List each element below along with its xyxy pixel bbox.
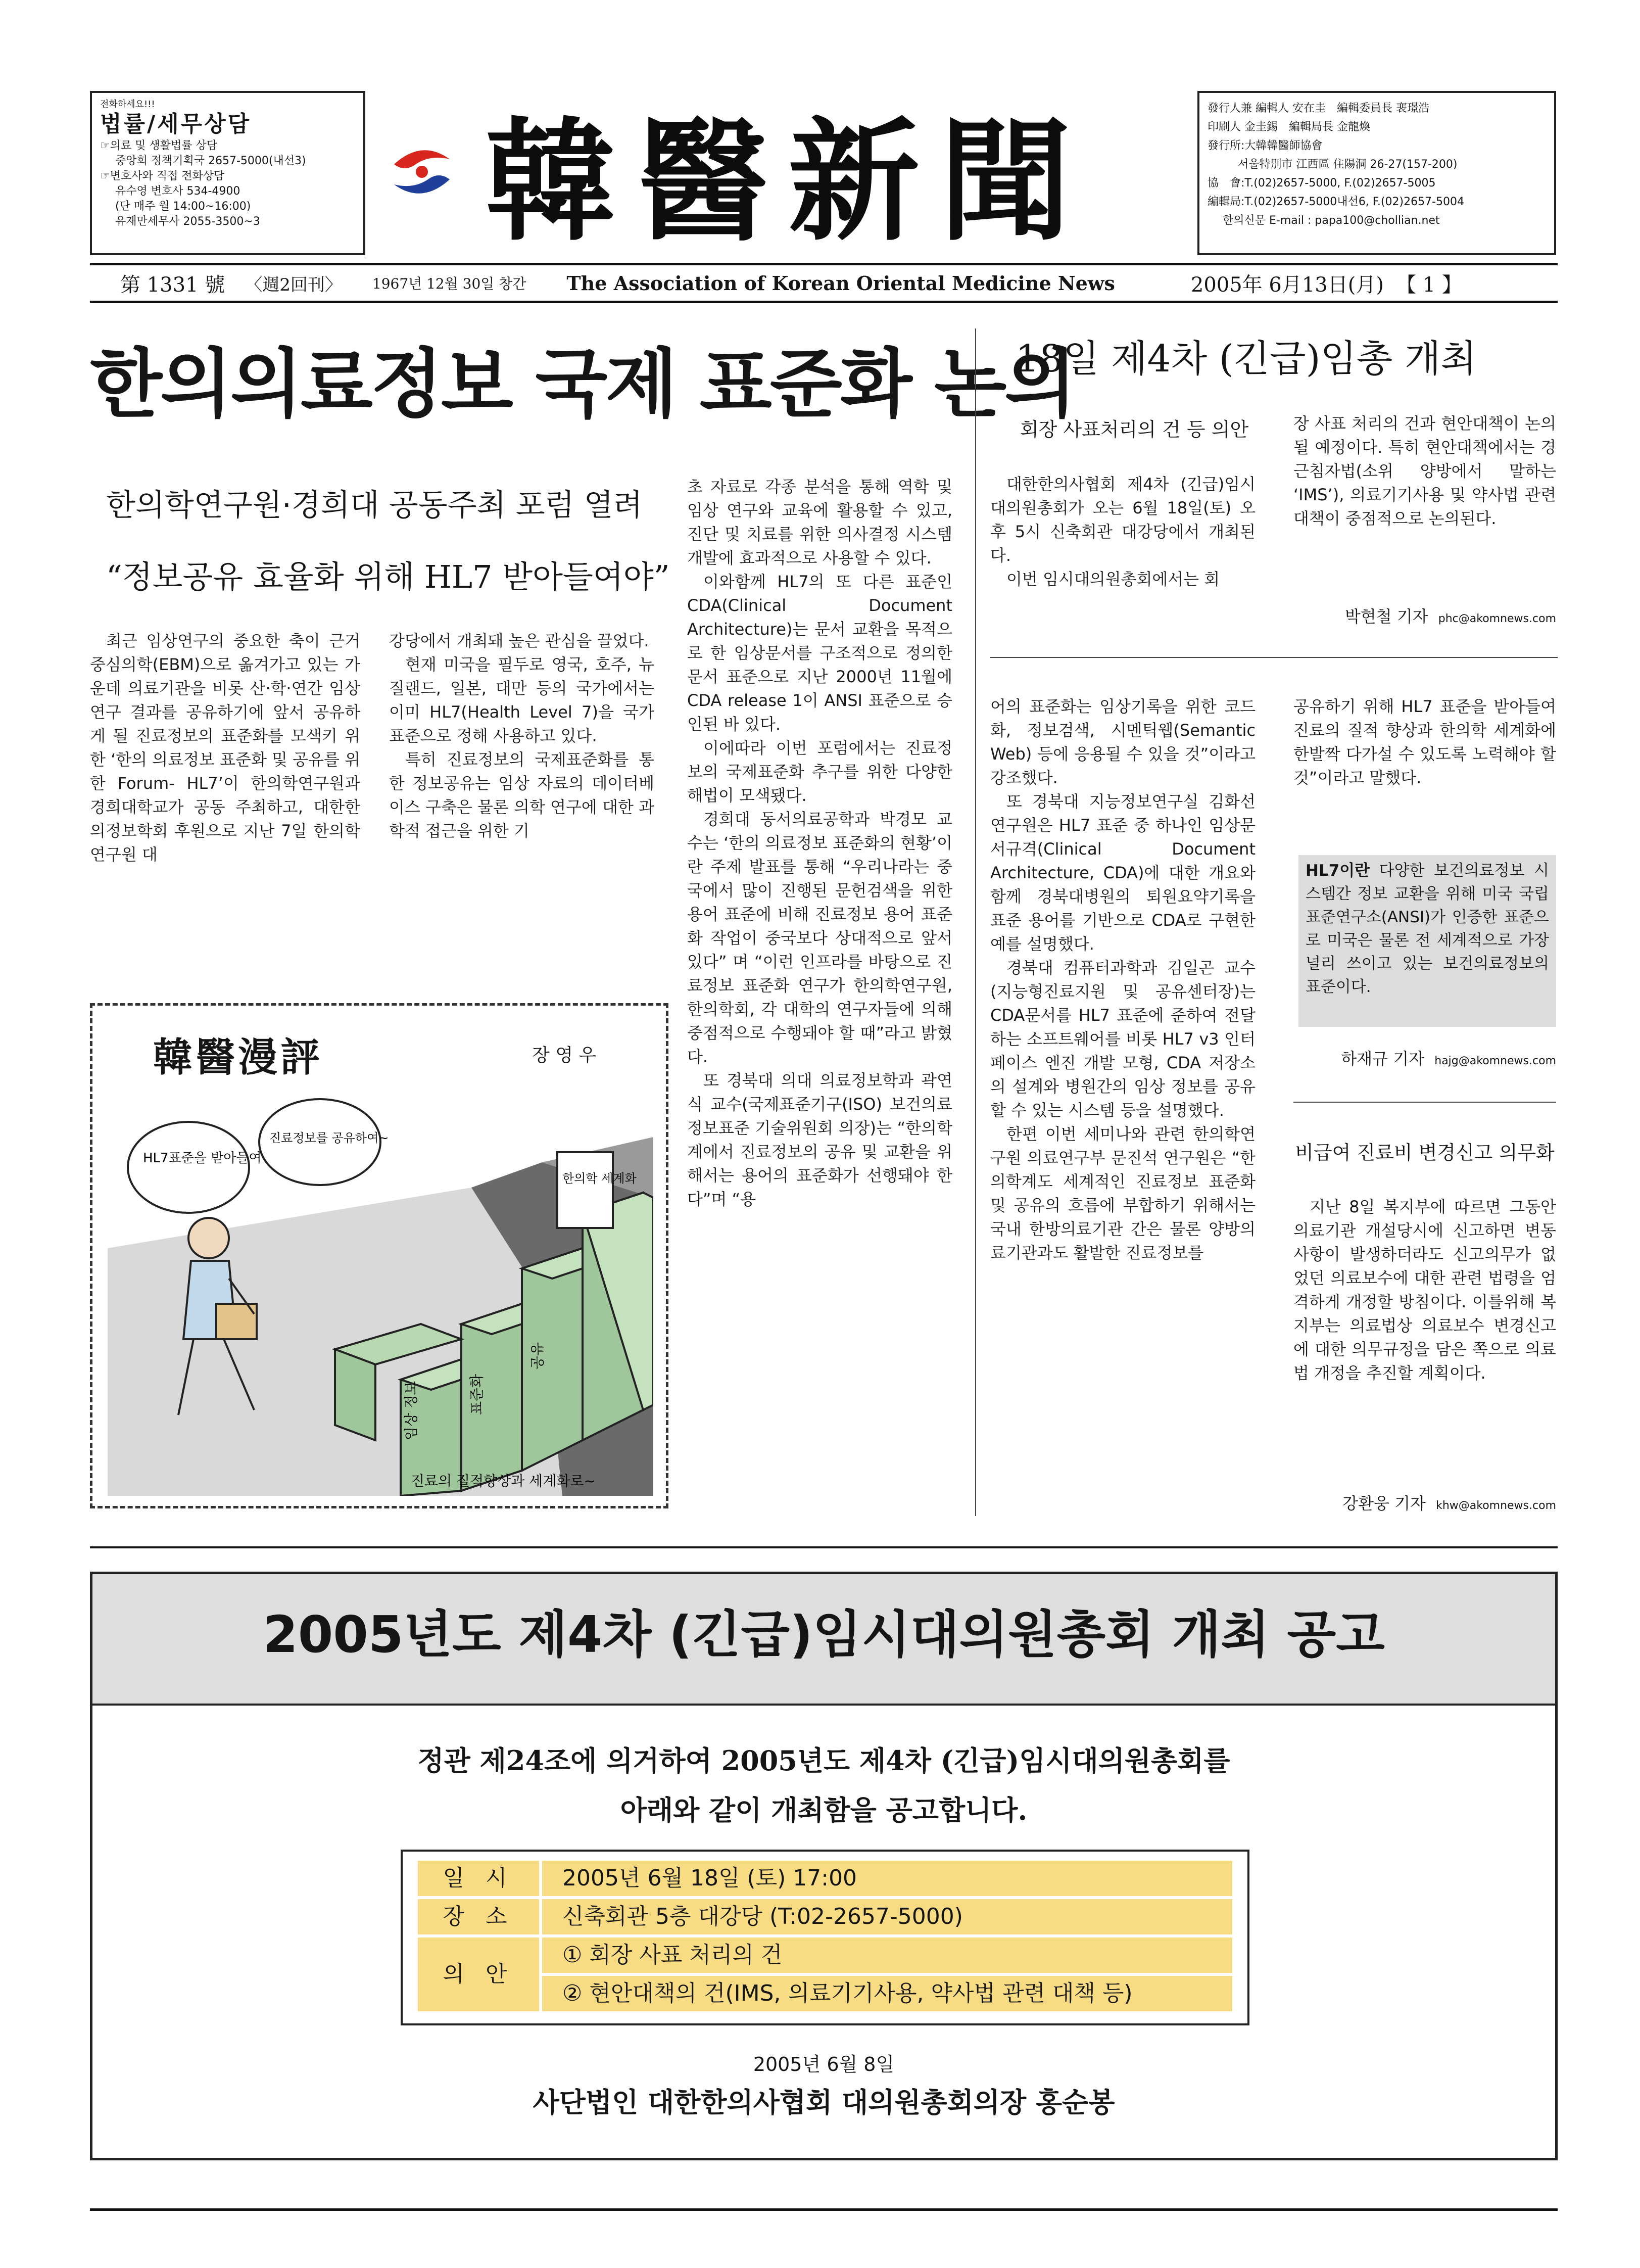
cartoon-sign-text: 한의학 세계화 xyxy=(562,1171,637,1186)
main-byline xyxy=(1298,1046,1556,1069)
cartoon-title: 韓醫漫評 xyxy=(153,1034,323,1080)
main-subheadline-2: “정보공유 효율화 위해 HL7 받아들여야” xyxy=(106,558,670,595)
notice-body-line: 아래와 같이 개최함을 공고합니다. xyxy=(620,1794,1028,1826)
issue-frequency: 〈週2回刊〉 xyxy=(245,274,342,295)
legal-top-note: 전화하세요!!! xyxy=(100,99,155,110)
urgent-meeting-headline: 18일 제4차 (긴급)임총 개최 xyxy=(1016,337,1477,381)
legal-title: 법률/세무상담 xyxy=(100,111,252,137)
article-paragraph: 장 사표 처리의 건과 현안대책이 논의될 예정이다. 특히 현안대책에서는 경근침자법(소위 양방에서 말하는 ‘IMS’), 의료기기사용 및 약사법 관련 대책이 중점적으로 논의된다. xyxy=(1293,414,1556,528)
publisher-line: 發行人兼 編輯人 安在圭 編輯委員長 裵璟浩 xyxy=(1208,102,1429,115)
article-paragraph: 공유하기 위해 HL7 표준을 받아들여 진료의 질적 향상과 한의학 세계화에 한발짝 다가설 수 있도록 노력해야 할 것”이라고 말했다. xyxy=(1293,697,1556,787)
notice-row-value: 신축회관 5층 대강당 (T:02-2657-5000) xyxy=(542,1899,1232,1934)
article-paragraph: 이에따라 이번 포럼에서는 진료정보의 국제표준화 추구를 위한 다양한 해법이 모색됐다. xyxy=(687,738,952,805)
notice-row-label: 의 안 xyxy=(418,1938,539,2011)
notice-date: 2005년 6월 8일 xyxy=(753,2053,895,2075)
cartoon-step-label: 표준화 xyxy=(468,1374,485,1415)
main-headline: 한의의료정보 국제 표준화 논의 xyxy=(90,341,1075,428)
cartoon-step-label: 임상 정보 xyxy=(403,1381,419,1440)
notice-row-label: 일 시 xyxy=(418,1861,539,1896)
non-pay-body: 지난 8일 복지부에 따르면 그동안 의료기관 개설당시에 신고하면 변동사항이 발생하더라도 신고의무가 없었던 의료보수에 대한 관련 법령을 엄격하게 개정할 방침이다. 이를위해 복지부는 의료법상 의료보수 변경신고에 대한 의무규정을 담은 쪽으로 의료법 개정을 추진할 계획이다. xyxy=(1293,1197,1556,1383)
article-paragraph: 특히 진료정보의 국제표준화를 통한 정보공유는 임상 자료의 데이터베이스 구축은 물론 의학 연구에 대한 과학적 접근을 위한 기 xyxy=(389,750,654,840)
cartoon-caption: 진료의 질적향상과 세계화로~ xyxy=(411,1473,596,1489)
founded-date: 1967년 12월 30일 창간 xyxy=(372,275,526,292)
non-pay-headline: 비급여 진료비 변경신고 의무화 xyxy=(1295,1142,1555,1164)
page-bottom-rule xyxy=(90,2208,1558,2211)
article-paragraph: 경북대 컴퓨터과학과 김일곤 교수(지능형진료지원 및 공유센터장)는 CDA문서를 HL7 표준에 준하여 전달하는 소프트웨어를 비롯 HL7 v3 인터페이스 엔진 개발 모형, CDA 저장소의 설계와 병원간의 임상 정보를 공유할 수 있는 시스템 등을 설명했다. xyxy=(990,958,1256,1120)
urgent-meeting-subheadline: 회장 사표처리의 건 등 의안 xyxy=(1020,418,1249,441)
english-name: The Association of Korean Oriental Medicine News xyxy=(566,271,1115,295)
hl7-definition: 다양한 보건의료정보 시스템간 정보 교환을 위해 미국 국립표준연구소(ANSI)가 인증한 표준으로 미국은 물론 전 세계적으로 가장 널리 쓰이고 있는 보건의료정보의 표준이다. xyxy=(1306,862,1549,996)
byline-email: khw@akomnews.com xyxy=(1436,1499,1556,1512)
main-article-column-1 xyxy=(90,629,360,867)
issue-date: 2005年 6月13日(月) xyxy=(1190,273,1384,297)
urgent-meeting-column-1 xyxy=(990,472,1256,591)
legal-consult-box xyxy=(90,91,365,255)
cartoon-bubble-2: 진료정보를 공유하여~ xyxy=(269,1131,389,1145)
association-logo-icon xyxy=(384,134,460,210)
cartoon-bubble-1: HL7표준을 받아들여 xyxy=(143,1151,262,1166)
notice-row-place xyxy=(418,1899,1232,1934)
byline-email: phc@akomnews.com xyxy=(1438,612,1556,625)
non-pay-byline xyxy=(1293,1491,1556,1514)
cartoon-step-label: 공유 xyxy=(529,1342,546,1369)
publisher-info-box xyxy=(1197,91,1556,255)
main-article-column-5 xyxy=(1293,695,1556,790)
byline-name: 강환웅 기자 xyxy=(1342,1494,1426,1513)
article-paragraph: 초 자료로 각종 분석을 통해 역학 및 임상 연구와 교육에 활용할 수 있고, 진단 및 치료를 위한 의사결정 시스템 개발에 효과적으로 사용할 수 있다. xyxy=(687,477,952,568)
page-number: 【 1 】 xyxy=(1395,273,1462,297)
publisher-line: 한의신문 E-mail : papa100@chollian.net xyxy=(1223,214,1440,227)
publisher-line: 發行所:大韓韓醫師協會 xyxy=(1208,139,1323,152)
section-divider xyxy=(1293,1102,1556,1103)
section-divider xyxy=(90,1546,1558,1548)
column-divider xyxy=(975,328,976,1516)
notice-row-label: 장 소 xyxy=(418,1899,539,1934)
meeting-notice-box xyxy=(90,1572,1558,2160)
article-paragraph: 강당에서 개최돼 높은 관심을 끌었다. xyxy=(389,631,649,650)
notice-body-line: 정관 제24조에 의거하여 2005년도 제4차 (긴급)임시대의원총회를 xyxy=(417,1744,1230,1777)
article-paragraph: 대한한의사협회 제4차 (긴급)임시대의원총회가 오는 6월 18일(토) 오후 5시 신축회관 대강당에서 개최된다. xyxy=(990,475,1256,565)
main-article-column-3 xyxy=(687,475,952,1211)
article-paragraph: 이와함께 HL7의 또 다른 표준인 CDA(Clinical Document Architecture)는 문서 교환을 목적으로 한 임상문서를 구조적으로 정의한 문서 표준으로 지난 2000년 11월에 CDA release 1이 ANSI 표준으로 승인된 바 있다. xyxy=(687,572,952,734)
agenda-item: ② 현안대책의 건(IMS, 의료기기사용, 약사법 관련 대책 등) xyxy=(542,1976,1232,2011)
urgent-meeting-column-2 xyxy=(1293,412,1556,531)
notice-header xyxy=(92,1574,1555,1706)
article-paragraph: 또 경북대 의대 의료정보학과 곽연식 교수(국제표준기구(ISO) 보건의료정보표준 기술위원회 의장)는 “한의학계에서 진료정보의 공유 및 교환을 위해서는 용어의 표준화가 선행돼야 한다”며 “용 xyxy=(687,1071,952,1209)
notice-details-table xyxy=(401,1850,1249,2025)
article-paragraph: 현재 미국을 필두로 영국, 호주, 뉴질랜드, 일본, 대만 등의 국가에서는 이미 HL7(Health Level 7)을 국가 표준으로 정해 사용하고 있다. xyxy=(389,655,654,745)
paper-title: 韓醫新聞 xyxy=(485,105,1091,259)
publisher-line: 編輯局:T.(02)2657-5000내선6, F.(02)2657-5004 xyxy=(1208,196,1464,208)
issue-number: 第 1331 號 xyxy=(120,273,225,297)
article-paragraph: 또 경북대 지능정보연구실 김화선 연구원은 HL7 표준 중 하나인 임상문서규격(Clinical Document Architecture, CDA)에 대한 개요와 함께 경북대병원의 퇴원요약기록을 표준 용어를 기반으로 CDA로 구현한 예를 설명했다. xyxy=(990,792,1256,954)
cartoon-author: 장 영 우 xyxy=(532,1045,597,1066)
legal-line: 중앙회 정책기획국 2657-5000(내선3) xyxy=(115,155,306,167)
hl7-definition-box xyxy=(1298,855,1556,1027)
byline-name: 박현철 기자 xyxy=(1344,607,1428,626)
notice-agenda-list xyxy=(542,1938,1232,2011)
legal-line: (단 매주 월 14:00~16:00) xyxy=(115,200,251,213)
article-paragraph: 이번 임시대의원총회에서는 회 xyxy=(1006,570,1220,589)
publisher-line: 印刷人 金圭錫 編輯局長 金龍煥 xyxy=(1208,121,1370,133)
issue-info-bar xyxy=(90,263,1558,303)
legal-line: 유재만세무사 2055-3500~3 xyxy=(115,215,260,228)
article-paragraph: 경희대 동서의료공학과 박경모 교수는 ‘한의 의료정보 표준화의 현황’이란 주제 발표를 통해 “우리나라는 중국에서 많이 진행된 문헌검색을 위한 용어 표준에 비해 진료정보 용어 표준화 작업이 중국보다 상대적으로 앞서 있다” 며 “이런 인프라를 바탕으로 진료정보 표준화 연구가 한의학연구원, 한의학회, 각 대학의 연구자들에 의해 중점적으로 수행돼야 할 때”라고 밝혔다. xyxy=(687,810,952,1066)
main-article-column-2 xyxy=(389,629,654,843)
notice-row-datetime xyxy=(418,1861,1232,1896)
article-paragraph: 어의 표준화는 임상기록을 위한 코드화, 정보검색, 시멘틱웹(Semantic Web) 등에 응용될 수 있을 것”이라고 강조했다. xyxy=(990,697,1256,787)
notice-signature: 사단법인 대한한의사협회 대의원총회의장 홍순봉 xyxy=(533,2086,1115,2118)
notice-row-agenda xyxy=(418,1938,1232,2011)
hl7-term: HL7이란 xyxy=(1306,862,1370,880)
main-subheadline-1: 한의학연구원·경희대 공동주최 포럼 열려 xyxy=(106,488,643,523)
byline-name: 하재규 기자 xyxy=(1341,1049,1425,1068)
byline-email: hajg@akomnews.com xyxy=(1434,1055,1556,1067)
editorial-cartoon xyxy=(90,1003,668,1508)
legal-line: ☞의료 및 생활법률 상담 xyxy=(100,139,217,152)
notice-title: 2005년도 제4차 (긴급)임시대의원총회 개최 공고 xyxy=(263,1605,1385,1664)
legal-line: 유수영 변호사 534-4900 xyxy=(115,185,240,198)
urgent-meeting-byline xyxy=(1293,604,1556,627)
main-article-column-4 xyxy=(990,695,1256,1265)
section-divider xyxy=(990,657,1558,658)
publisher-line: 協 會:T.(02)2657-5000, F.(02)2657-5005 xyxy=(1208,177,1436,190)
cartoon-illustration xyxy=(108,1086,653,1496)
notice-row-value: 2005년 6월 18일 (토) 17:00 xyxy=(542,1861,1232,1896)
legal-line: ☞변호사와 직접 전화상담 xyxy=(100,170,225,182)
notice-body xyxy=(92,1736,1555,1835)
article-paragraph: 최근 임상연구의 중요한 축이 근거중심의학(EBM)으로 옮겨가고 있는 가운데 의료기관을 비롯 산·학·연간 임상 연구 결과를 공유하기에 앞서 공유하게 될 진료정보의 표준화를 모색키 위한 ‘한의 의료정보 표준화 및 공유를 위한 Forum- HL7’이 한의학연구원과 경희대학교가 공동 주최하고, 대한한의정보학회 후원으로 지난 7일 한의학연구원 대 xyxy=(90,631,360,864)
article-paragraph: 한편 이번 세미나와 관련 한의학연구원 의료연구부 문진석 연구원은 “한의학계도 세계적인 진료정보 표준화 및 공유의 흐름에 부합하기 위해서는 국내 한방의료기관 간은 물론 양방의료기관과도 활발한 진료정보를 xyxy=(990,1124,1256,1262)
agenda-item: ① 회장 사표 처리의 건 xyxy=(542,1938,1232,1973)
publisher-line: 서울特別市 江西區 住陽洞 26-27(157-200) xyxy=(1238,158,1458,171)
